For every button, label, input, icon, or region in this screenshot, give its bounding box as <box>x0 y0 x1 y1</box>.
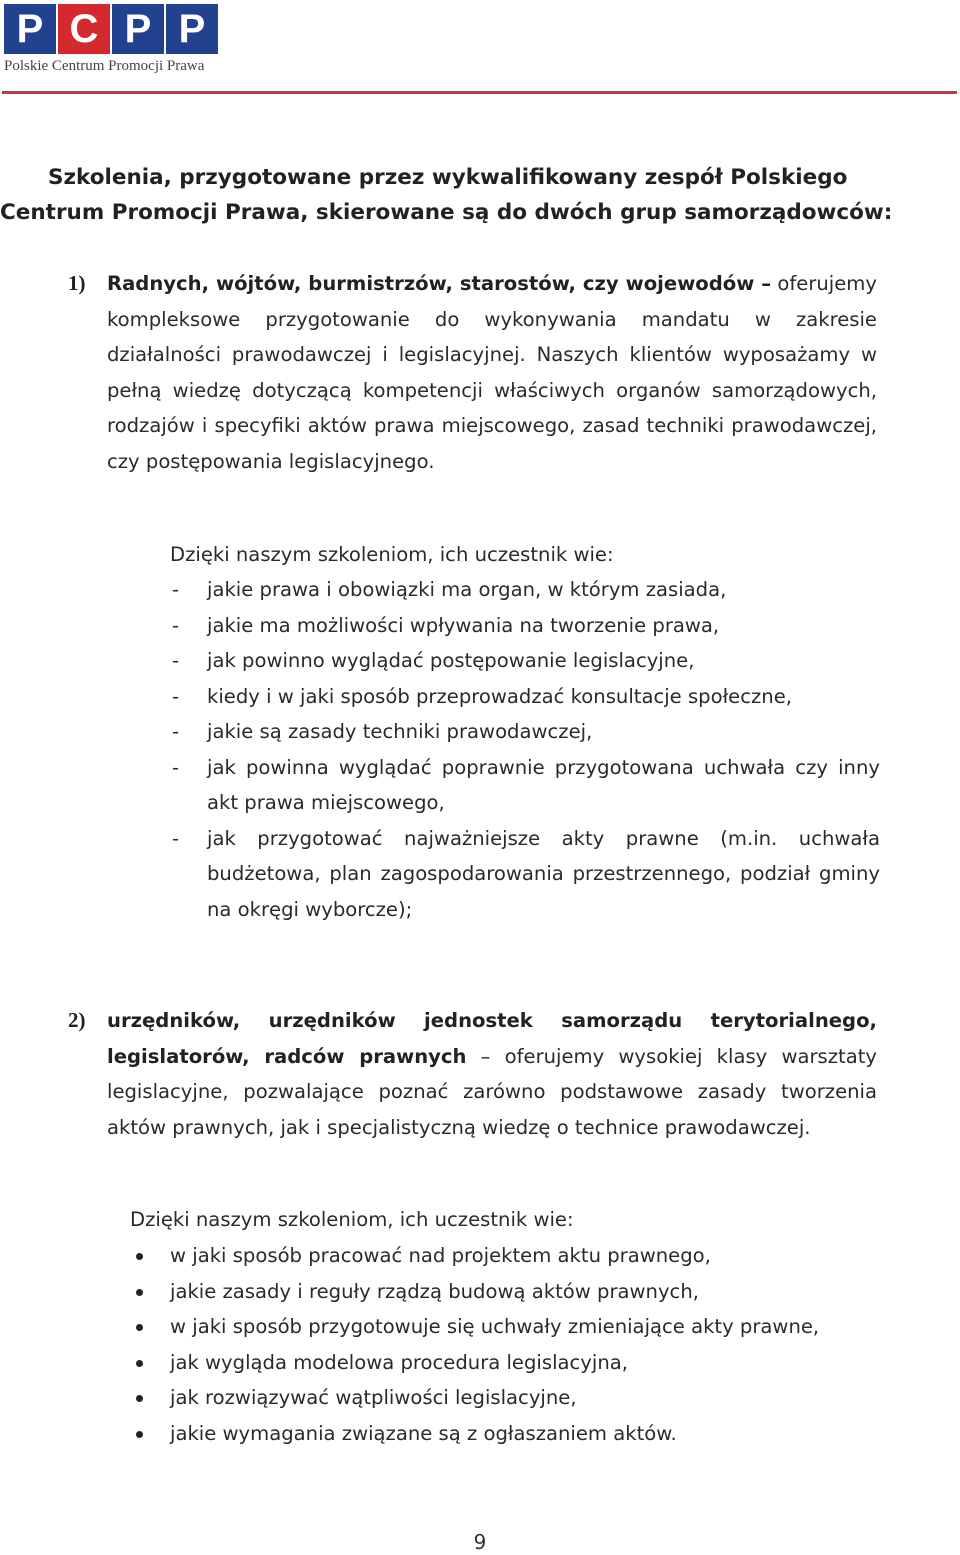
list-item-text: jak wygląda modelowa procedura legislacyjna, <box>170 1350 628 1374</box>
list-item <box>170 572 880 608</box>
group-2-text: – oferujemy wysokiej klasy warsztaty legislacyjne, pozwalające poznać zarówno podstawowe zasady tworzenia aktów prawnych, jak i specjalistyczną wiedzę o technice prawodawczej. <box>107 1044 877 1139</box>
list-item-text: jakie zasady i reguły rządzą budową aktów prawnych, <box>170 1279 699 1303</box>
list-item <box>130 1345 880 1381</box>
list-item-text: jakie wymagania związane są z ogłaszaniem aktów. <box>170 1421 677 1445</box>
list-item-text: kiedy i w jaki sposób przeprowadzać konsultacje społeczne, <box>207 684 792 708</box>
list-item-text: w jaki sposób pracować nad projektem aktu prawnego, <box>170 1244 711 1267</box>
list-item <box>170 821 880 928</box>
dash-marker: - <box>172 755 180 779</box>
logo-letter-p2: P <box>112 4 164 54</box>
group-2-list <box>130 1238 880 1451</box>
list-item-text: jakie ma możliwości wpływania na tworzenie prawa, <box>207 613 720 637</box>
list-item-text: jak powinno wyglądać postępowanie legislacyjne, <box>207 649 695 672</box>
list-item <box>130 1416 880 1452</box>
dash-marker: - <box>172 613 180 637</box>
group-1-paragraph <box>107 266 877 479</box>
dash-marker: - <box>172 826 180 850</box>
dash-marker: - <box>172 649 180 672</box>
bullet-icon <box>136 1360 143 1367</box>
group-1-title: Radnych, wójtów, burmistrzów, starostów, czy wojewodów – <box>107 272 772 295</box>
group-1-number: 1) <box>68 271 86 295</box>
header-divider <box>2 91 957 94</box>
group-2-paragraph <box>107 1003 877 1145</box>
list-item-text: w jaki sposób przygotowuje się uchwały zmieniające akty prawne, <box>170 1315 820 1338</box>
list-item <box>170 608 880 644</box>
logo-letter-c: C <box>58 4 110 54</box>
list-item <box>170 643 880 679</box>
intro-heading <box>0 160 893 230</box>
list-item-text: jakie są zasady techniki prawodawczej, <box>207 720 593 743</box>
group-1-list <box>170 572 880 927</box>
page-number: 9 <box>473 1530 487 1554</box>
list-item-text: jak rozwiązywać wątpliwości legislacyjne, <box>170 1386 577 1409</box>
list-item <box>170 679 880 715</box>
bullet-icon <box>136 1253 143 1260</box>
intro-line-1: Szkolenia, przygotowane przez wykwalifikowany zespół Polskiego <box>48 165 848 190</box>
bullet-icon <box>136 1395 143 1402</box>
list-item <box>130 1238 880 1274</box>
list-item <box>170 714 880 750</box>
bullet-icon <box>136 1431 143 1438</box>
group-2-number: 2) <box>68 1008 86 1032</box>
list-item-text: jak powinna wyglądać poprawnie przygotowana uchwała czy inny akt prawa miejscowego, <box>207 755 880 814</box>
logo-letter-p3: P <box>166 4 218 54</box>
logo-subtitle: Polskie Centrum Promocji Prawa <box>4 58 205 74</box>
list-item <box>130 1274 880 1310</box>
list-item-text: jakie prawa i obowiązki ma organ, w którym zasiada, <box>207 578 727 601</box>
group-2-lead: Dzięki naszym szkoleniom, ich uczestnik wie: <box>130 1208 574 1231</box>
bullet-icon <box>136 1324 143 1331</box>
group-1-lead: Dzięki naszym szkoleniom, ich uczestnik wie: <box>170 543 614 566</box>
dash-marker: - <box>172 684 180 708</box>
intro-line-2: Centrum Promocji Prawa, skierowane są do dwóch grup samorządowców: <box>0 200 893 225</box>
list-item <box>130 1309 880 1345</box>
group-1-text: oferujemy kompleksowe przygotowanie do wykonywania mandatu w zakresie działalności prawodawczej i legislacyjnej. Naszych klientów wyposażamy w pełną wiedzę dotyczącą kompetencji właściwych organów samorządowych, rodzajów i specyfiki aktów prawa miejscowego, zasad techniki prawodawczej, czy postępowania legislacyjnego. <box>107 272 877 473</box>
page-header <box>0 0 960 100</box>
list-item-text: jak przygotować najważniejsze akty prawne (m.in. uchwała budżetowa, plan zagospodarowania przestrzennego, podział gminy na okręgi wyborcze); <box>207 826 880 921</box>
list-item <box>130 1380 880 1416</box>
dash-marker: - <box>172 720 180 743</box>
bullet-icon <box>136 1289 143 1296</box>
list-item <box>170 750 880 821</box>
group-2-title: urzędników, urzędników jednostek samorządu terytorialnego, legislatorów, radców prawnych <box>107 1009 877 1068</box>
logo-letter-p1: P <box>4 4 56 54</box>
dash-marker: - <box>172 578 180 601</box>
pcpp-logo <box>4 4 218 54</box>
